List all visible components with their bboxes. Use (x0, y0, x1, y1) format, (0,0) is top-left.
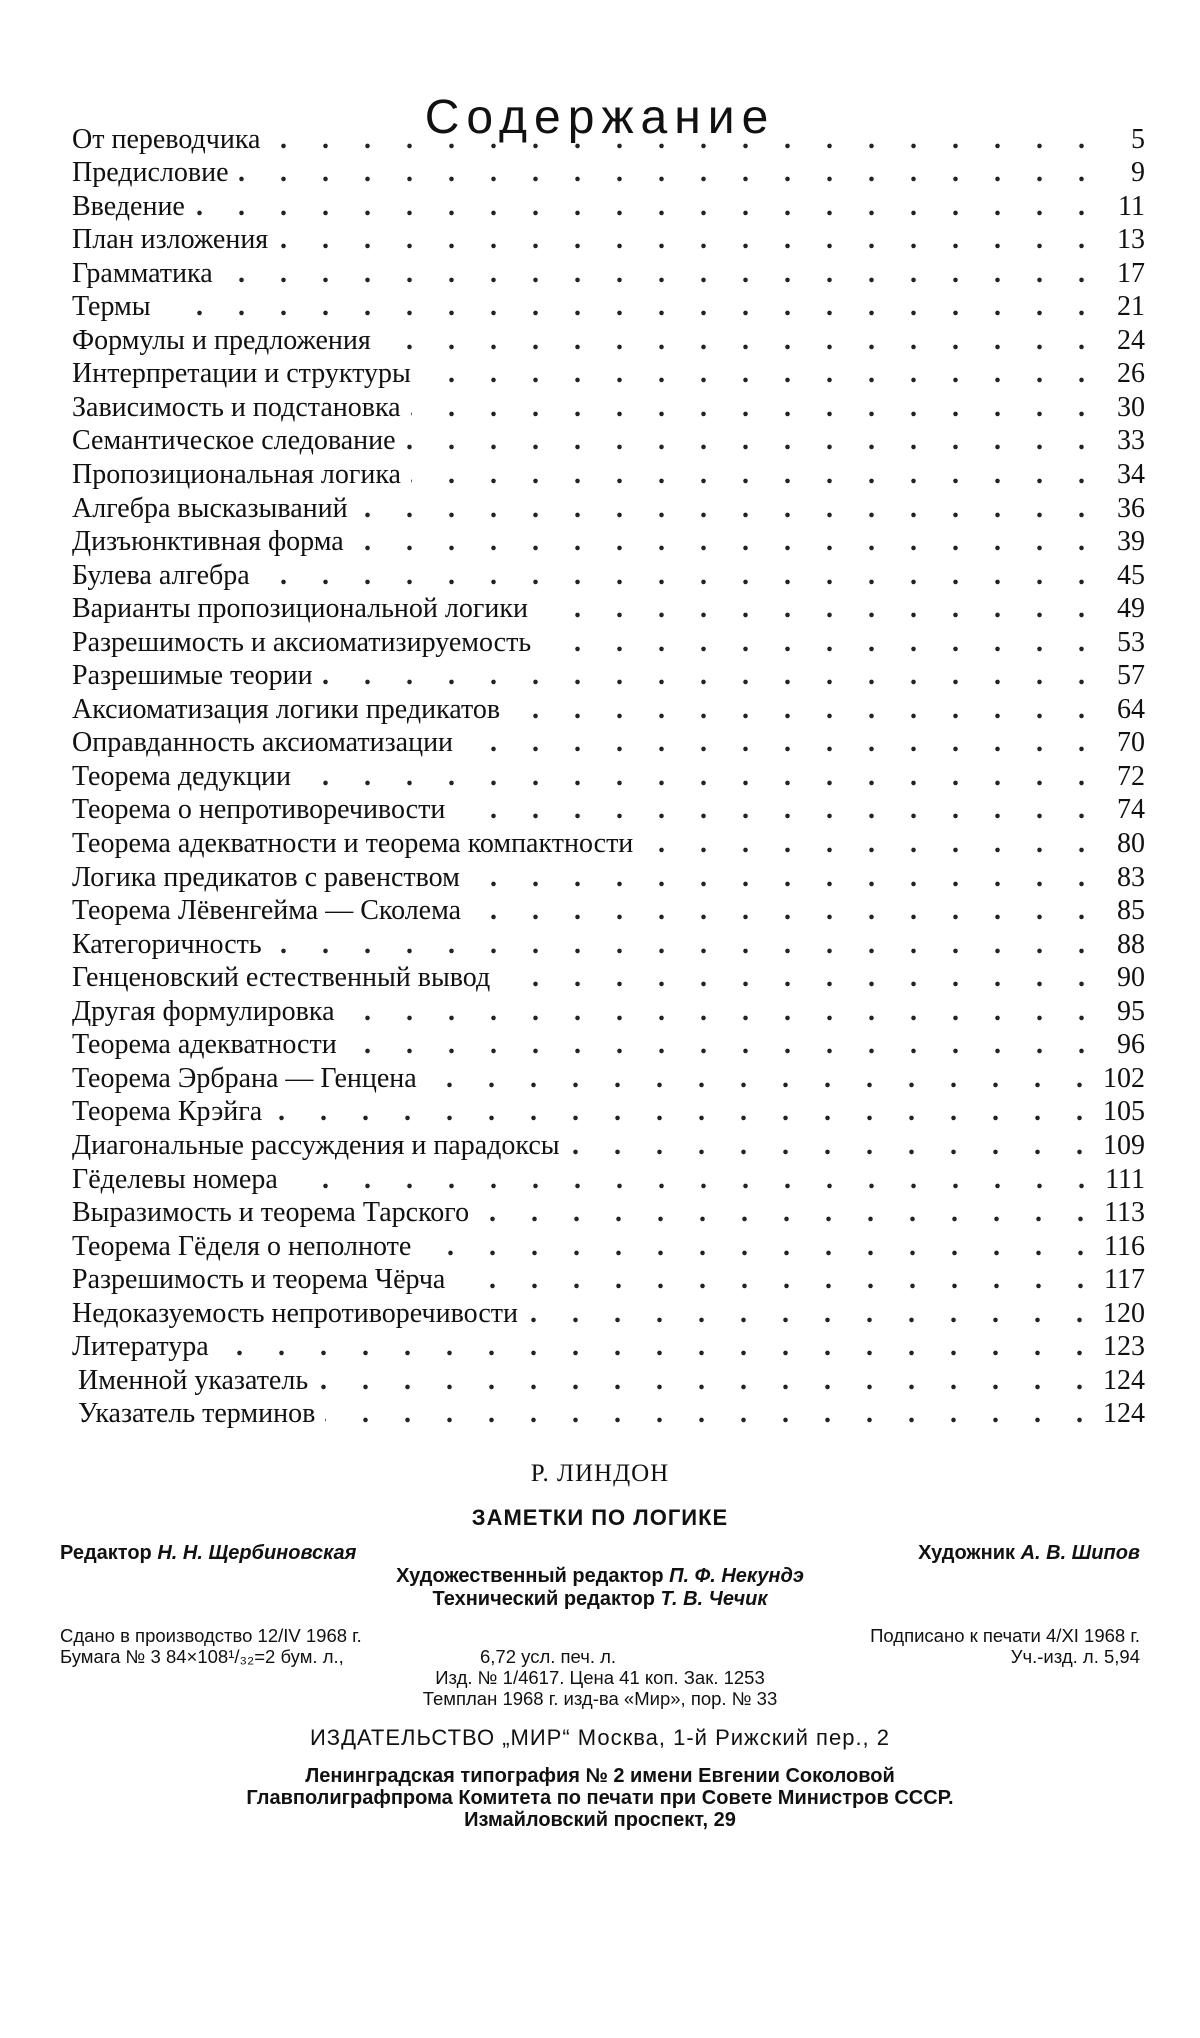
dot-leader (538, 594, 1099, 624)
toc-entry-title: Теорема адекватности и теорема компактности (72, 829, 643, 859)
toc-entry-title: Гёделевы номера (72, 1165, 288, 1195)
toc-entry (72, 524, 1145, 558)
toc-entry-title: Литература (72, 1332, 219, 1362)
dot-leader (345, 997, 1099, 1027)
toc-entry (72, 155, 1145, 189)
toc-entry-title: Термы (72, 292, 161, 322)
toc-entry-title: Другая формулировка (72, 997, 345, 1027)
toc-entry-title: Разрешимость и теорема Чёрча (72, 1265, 455, 1295)
toc-entry-title: Категоричность (72, 930, 272, 960)
toc-entry (72, 993, 1145, 1027)
toc-entry-title: План изложения (72, 225, 278, 255)
toc-entry-title: Теорема о непротиворечивости (72, 795, 455, 825)
toc-entry (72, 926, 1145, 960)
toc-entry-page: 113 (1098, 1198, 1145, 1228)
dot-leader (272, 930, 1099, 960)
toc-entry-page: 17 (1099, 259, 1145, 289)
toc-entry-page: 24 (1099, 326, 1145, 356)
editor-credit (60, 1542, 356, 1565)
dot-leader (358, 494, 1099, 524)
dot-leader (411, 460, 1099, 490)
table-of-contents (72, 121, 1145, 1429)
dot-leader (288, 1165, 1099, 1195)
toc-entry (72, 289, 1145, 323)
editor-label: Редактор (60, 1542, 152, 1564)
toc-entry-title: Теорема Лёвенгейма — Сколема (72, 896, 471, 926)
dot-leader (541, 628, 1099, 658)
toc-entry (72, 893, 1145, 927)
dot-leader (470, 863, 1099, 893)
toc-entry-title: Дизъюнктивная форма (72, 527, 354, 557)
toc-entry-page: 74 (1099, 795, 1145, 825)
toc-entry (72, 255, 1145, 289)
toc-entry-page: 111 (1099, 1165, 1145, 1195)
tech-editor-name: Т. В. Чечик (660, 1588, 768, 1610)
toc-entry-page: 9 (1099, 158, 1145, 188)
toc-entry (72, 121, 1145, 155)
toc-entry-page: 5 (1099, 125, 1145, 155)
toc-entry (72, 423, 1145, 457)
production-date: Сдано в производство 12/IV 1968 г. (60, 1625, 362, 1646)
toc-entry-page: 85 (1099, 896, 1145, 926)
dot-leader (223, 259, 1099, 289)
dot-leader (500, 963, 1099, 993)
toc-entry (72, 356, 1145, 390)
toc-entry-title: Грамматика (72, 259, 223, 289)
printer-line-3: Измайловский проспект, 29 (464, 1809, 736, 1831)
order-info: Изд. № 1/4617. Цена 41 коп. Зак. 1253 (435, 1667, 765, 1688)
toc-entry (72, 691, 1145, 725)
toc-entry (72, 758, 1145, 792)
dot-leader (479, 1198, 1098, 1228)
publishing-sheets: Уч.-изд. л. 5,94 (1010, 1646, 1140, 1667)
toc-entry-page: 123 (1097, 1332, 1145, 1362)
toc-entry-title: От переводчика (72, 125, 270, 155)
toc-entry-title: Указатель терминов (72, 1399, 325, 1429)
toc-entry-title: Интерпретации и структуры (72, 359, 421, 389)
dot-leader (270, 125, 1099, 155)
toc-entry-title: Формулы и предложения (72, 326, 381, 356)
toc-entry-page: 49 (1099, 594, 1145, 624)
toc-entry (72, 859, 1145, 893)
toc-entry-page: 72 (1099, 762, 1145, 792)
toc-entry-page: 70 (1099, 728, 1145, 758)
toc-entry (72, 1329, 1145, 1363)
toc-entry-title: Теорема Эрбрана — Генцена (72, 1064, 427, 1094)
dot-leader (510, 695, 1099, 725)
dot-leader (260, 561, 1099, 591)
toc-entry-page: 124 (1097, 1366, 1145, 1396)
toc-entry (72, 1161, 1145, 1195)
dot-leader (643, 829, 1099, 859)
toc-entry-title: Алгебра высказываний (72, 494, 358, 524)
toc-entry-page: 109 (1097, 1131, 1145, 1161)
dot-leader (318, 1366, 1097, 1396)
toc-entry-page: 26 (1099, 359, 1145, 389)
toc-entry-title: Теорема адекватности (72, 1030, 347, 1060)
toc-entry (72, 456, 1145, 490)
dot-leader (278, 225, 1099, 255)
toc-entry-title: Предисловие (72, 158, 239, 188)
toc-entry-title: Диагональные рассуждения и парадоксы (72, 1131, 570, 1161)
dot-leader (411, 393, 1099, 423)
toc-entry-page: 120 (1097, 1299, 1145, 1329)
toc-entry-page: 30 (1099, 393, 1145, 423)
dot-leader (463, 728, 1099, 758)
toc-entry-page: 88 (1099, 930, 1145, 960)
toc-entry-title: Теорема Гёделя о неполноте (72, 1232, 421, 1262)
toc-entry (72, 1027, 1145, 1061)
toc-entry (72, 389, 1145, 423)
printer-line-2: Главполиграфпрома Комитета по печати при Совете Министров СССР. (246, 1787, 954, 1809)
toc-entry (72, 1127, 1145, 1161)
toc-entry (72, 322, 1145, 356)
toc-entry (72, 1094, 1145, 1128)
credits-row-2 (60, 1565, 1140, 1588)
book-title: ЗАМЕТКИ ПО ЛОГИКЕ (471, 1505, 729, 1530)
toc-entry-page: 34 (1099, 460, 1145, 490)
artist-label: Художник (918, 1542, 1015, 1564)
toc-entry-page: 95 (1099, 997, 1145, 1027)
toc-entry-page: 13 (1099, 225, 1145, 255)
toc-entry-page: 90 (1099, 963, 1145, 993)
toc-entry-title: Зависимость и подстановка (72, 393, 411, 423)
dot-leader (528, 1299, 1097, 1329)
toc-entry (72, 624, 1145, 658)
artist-name: А. В. Шипов (1020, 1542, 1140, 1564)
dot-leader (195, 192, 1099, 222)
toc-entry (72, 1396, 1145, 1430)
toc-entry-page: 53 (1099, 628, 1145, 658)
toc-entry-title: Варианты пропозициональной логики (72, 594, 538, 624)
toc-entry (72, 725, 1145, 759)
dot-leader (325, 1399, 1097, 1429)
toc-entry-page: 80 (1099, 829, 1145, 859)
toc-entry-page: 11 (1099, 192, 1145, 222)
dot-leader (323, 661, 1099, 691)
credits-row-3 (60, 1588, 1140, 1611)
dot-leader (455, 1265, 1098, 1295)
toc-entry-title: Недоказуемость непротиворечивости (72, 1299, 528, 1329)
dot-leader (239, 158, 1099, 188)
toc-entry (72, 591, 1145, 625)
toc-entry-page: 124 (1097, 1399, 1145, 1429)
toc-entry-title: Булева алгебра (72, 561, 260, 591)
dot-leader (421, 1232, 1098, 1262)
toc-entry-title: Генценовский естественный вывод (72, 963, 500, 993)
printer-info (60, 1765, 1140, 1831)
toc-entry-page: 116 (1098, 1232, 1145, 1262)
toc-entry-page: 33 (1099, 426, 1145, 456)
toc-entry-title: Теорема Крэйга (72, 1097, 272, 1127)
toc-entry-title: Введение (72, 192, 195, 222)
toc-entry (72, 557, 1145, 591)
dot-leader (354, 527, 1099, 557)
toc-entry-title: Пропозициональная логика (72, 460, 411, 490)
dot-leader (406, 426, 1099, 456)
toc-entry-page: 64 (1099, 695, 1145, 725)
page-title: Содержание (424, 91, 776, 145)
toc-entry (72, 1060, 1145, 1094)
toc-entry (72, 792, 1145, 826)
toc-entry-title: Выразимость и теорема Тарского (72, 1198, 479, 1228)
toc-entry-title: Аксиоматизация логики предикатов (72, 695, 510, 725)
toc-entry-title: Теорема дедукции (72, 762, 301, 792)
toc-entry-title: Разрешимые теории (72, 661, 323, 691)
paper-info: Бумага № 3 84×108¹/₃₂=2 бум. л., (60, 1646, 344, 1667)
toc-entry-page: 83 (1099, 863, 1145, 893)
dot-leader (219, 1332, 1097, 1362)
toc-entry (72, 188, 1145, 222)
dot-leader (272, 1097, 1097, 1127)
toc-entry-page: 102 (1097, 1064, 1145, 1094)
toc-entry (72, 222, 1145, 256)
toc-entry-page: 105 (1097, 1097, 1145, 1127)
toc-entry (72, 1262, 1145, 1296)
plan-info: Темплан 1968 г. изд-ва «Мир», пор. № 33 (422, 1688, 778, 1709)
toc-entry-page: 36 (1099, 494, 1145, 524)
toc-entry (72, 1295, 1145, 1329)
toc-entry-page: 39 (1099, 527, 1145, 557)
toc-entry-title: Оправданность аксиоматизации (72, 728, 463, 758)
toc-entry-title: Семантическое следование (72, 426, 406, 456)
book-author: Р. ЛИНДОН (530, 1460, 670, 1487)
toc-entry (72, 825, 1145, 859)
artist-credit (918, 1542, 1140, 1565)
toc-entry-title: Разрешимость и аксиоматизируемость (72, 628, 541, 658)
printer-line-1: Ленинградская типография № 2 имени Евгении Соколовой (305, 1765, 895, 1787)
toc-entry (72, 960, 1145, 994)
dot-leader (570, 1131, 1097, 1161)
toc-entry (72, 658, 1145, 692)
toc-entry (72, 490, 1145, 524)
toc-entry-page: 117 (1098, 1265, 1145, 1295)
signed-to-print-date: Подписано к печати 4/XI 1968 г. (870, 1625, 1140, 1646)
dot-leader (455, 795, 1099, 825)
print-sheets: 6,72 усл. печ. л. (480, 1646, 617, 1667)
dot-leader (301, 762, 1099, 792)
toc-entry (72, 1195, 1145, 1229)
art-editor-name: П. Ф. Некундэ (669, 1565, 804, 1587)
toc-entry-title: Логика предикатов с равенством (72, 863, 470, 893)
dot-leader (421, 359, 1099, 389)
toc-entry-page: 96 (1099, 1030, 1145, 1060)
dot-leader (471, 896, 1099, 926)
tech-editor-label: Технический редактор (432, 1588, 655, 1610)
editor-name: Н. Н. Щербиновская (157, 1542, 357, 1564)
toc-entry-page: 45 (1099, 561, 1145, 591)
dot-leader (427, 1064, 1097, 1094)
dot-leader (381, 326, 1099, 356)
toc-entry-title: Именной указатель (72, 1366, 318, 1396)
toc-entry (72, 1362, 1145, 1396)
dot-leader (347, 1030, 1099, 1060)
publisher-line: ИЗДАТЕЛЬСТВО „МИР“ Москва, 1-й Рижский пер., 2 (309, 1725, 891, 1750)
toc-entry-page: 21 (1099, 292, 1145, 322)
toc-entry-page: 57 (1099, 661, 1145, 691)
art-editor-label: Художественный редактор (396, 1565, 664, 1587)
toc-entry (72, 1228, 1145, 1262)
dot-leader (161, 292, 1099, 322)
